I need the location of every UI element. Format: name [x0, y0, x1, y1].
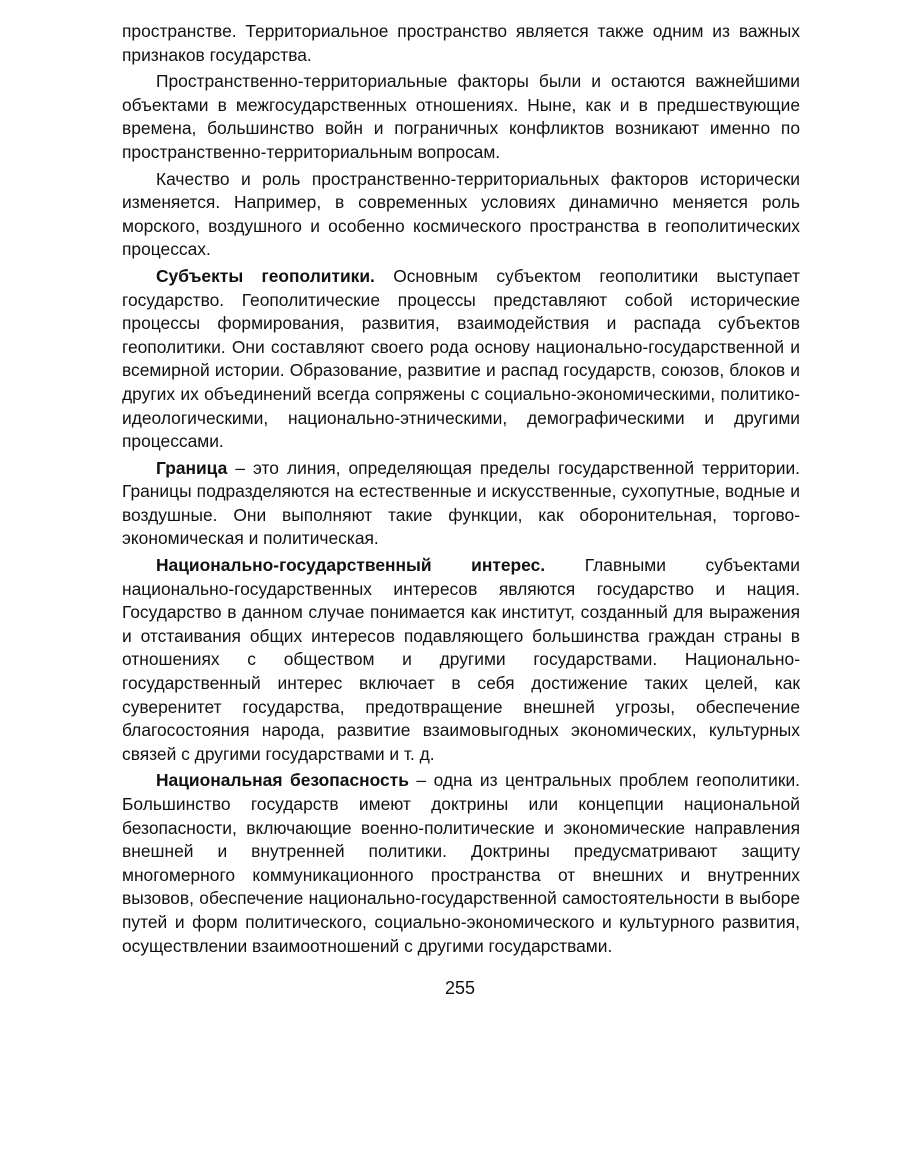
paragraph-border	[122, 457, 800, 551]
paragraph-national-interest	[122, 554, 800, 766]
term-heading: Национально-государственный интерес.	[156, 555, 546, 576]
paragraph-text: – это линия, определяющая пределы государственной территории. Границы подразделяются на естественные и искусственные, сухопутные, водные и воздушные. Они выполняют такие функции, как оборонительная, торгово-экономическая и политическая.	[122, 457, 800, 549]
page-number: 255	[444, 978, 476, 998]
paragraph-text: Качество и роль пространственно-территориальных факторов исторически изменяется. Например, в современных условиях динамично меняется роль морского, воздушного и особенно космического пространства в геополитических процессах.	[122, 168, 800, 260]
term-heading: Национальная безопасность	[156, 770, 409, 791]
paragraph-territory-continuation	[122, 20, 800, 67]
term-heading: Субъекты геополитики.	[156, 265, 375, 286]
paragraph-text: Основным субъектом геополитики выступает государство. Геополитические процессы представляют собой исторические процессы формирования, развития, взаимодействия и распада субъектов геополитики. Они составляют своего рода основу национально-государственной и всемирной истории. Образование, развитие и распад государств, союзов, блоков и других их объединений всегда сопряжены с социально-экономическими, политико-идеологическими, национально-этническими, демографическими и другими процессами.	[122, 265, 800, 452]
paragraph-text: Главными субъектами национально-государственных интересов являются государство и нация. Государство в данном случае понимается как институт, созданный для выражения и отстаивания общих интересов подавляющего большинства граждан страны в отношениях с обществом и другими государствами. Национально-государственный интерес включает в себя достижение таких целей, как суверенитет государства, предотвращение внешней угрозы, обеспечение благосостояния народа, развитие взаимовыгодных экономических, культурных связей с другими государствами и т. д.	[122, 555, 800, 764]
paragraph-text: – одна из центральных проблем геополитики. Большинство государств имеют доктрины или концепции национальной безопасности, включающие военно-политические и экономические направления внешней и внутренней политики. Доктрины предусматривают защиту многомерного коммуникационного пространства от внешних и внутренних вызовов, обеспечение национально-государственной самостоятельности в выборе путей и форм политического, социально-экономического и культурного развития, осуществлении взаимоотношений с другими государствами.	[122, 770, 800, 956]
paragraph-text: пространстве. Территориальное пространство является также одним из важных признаков государства.	[122, 21, 800, 65]
paragraph-national-security	[122, 769, 800, 958]
page-body	[122, 20, 800, 958]
paragraph-subjects-of-geopolitics	[122, 265, 800, 454]
paragraph-text: Пространственно-территориальные факторы были и остаются важнейшими объектами в межгосударственных отношениях. Ныне, как и в предшествующие времена, большинство войн и пограничных конфликтов возникают именно по пространственно-территориальным вопросам.	[122, 71, 800, 162]
paragraph-quality-role	[122, 168, 800, 262]
paragraph-spatial-factors	[122, 70, 800, 164]
term-heading: Граница	[156, 457, 228, 478]
